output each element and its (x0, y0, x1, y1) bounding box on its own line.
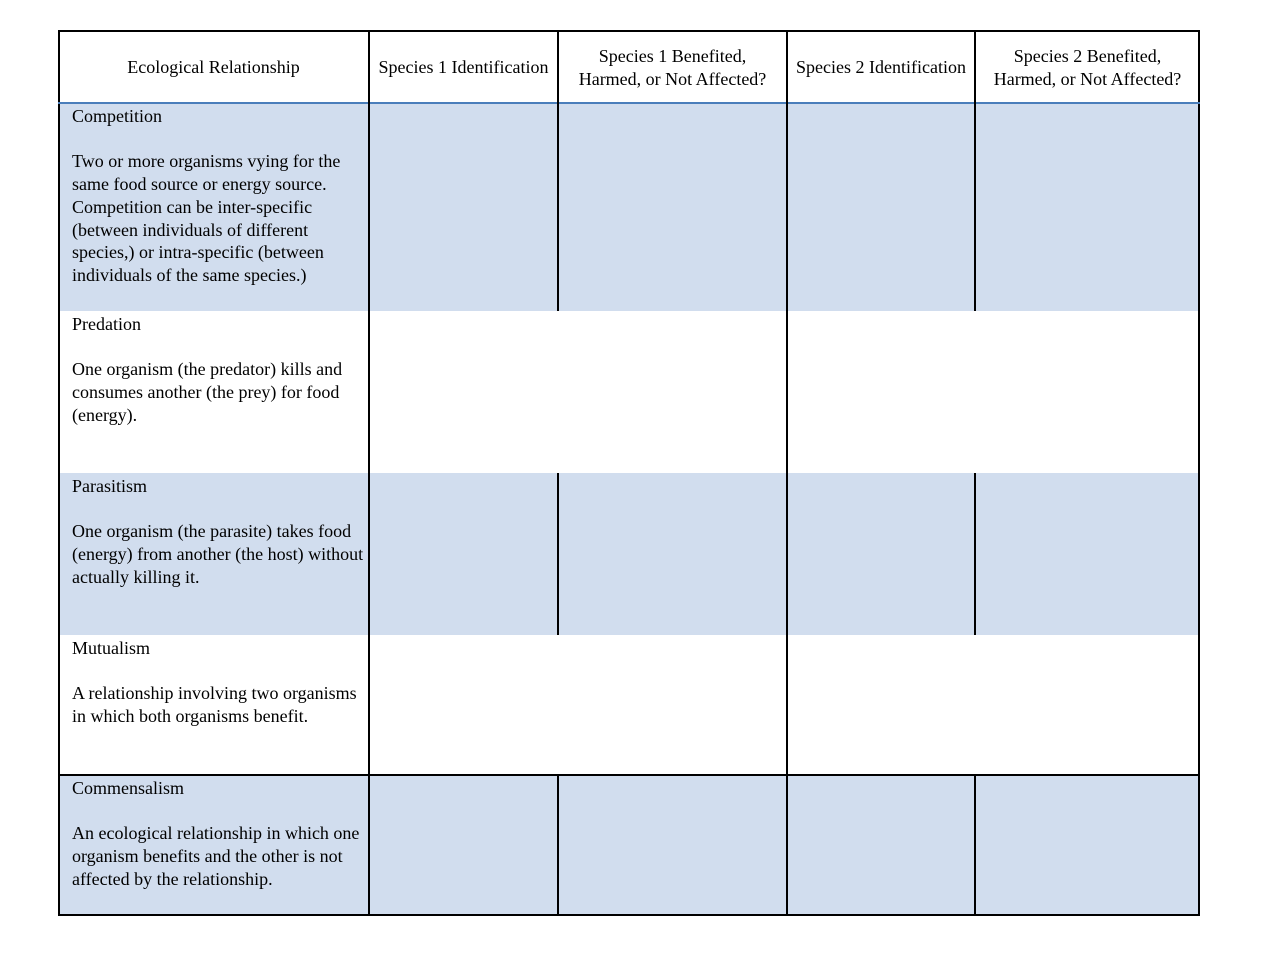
species-2-identification-input[interactable] (787, 635, 975, 775)
relationship-cell-mutualism (58, 635, 369, 775)
species-1-identification-input[interactable] (369, 473, 558, 635)
relationship-definition: An ecological relationship in which one organism benefits and the other is not affected by the relationship. (72, 823, 360, 889)
relationship-name: Predation (72, 314, 141, 334)
relationship-name: Parasitism (72, 476, 147, 496)
relationship-definition: One organism (the parasite) takes food (energy) from another (the host) without actually killing it. (72, 521, 364, 587)
header-species-2-identification: Species 2 Identification (796, 57, 966, 78)
header-species-1-effect: Species 1 Benefited, Harmed, or Not Affected? (578, 45, 767, 89)
species-1-effect-input[interactable] (558, 103, 787, 311)
species-2-effect-input[interactable] (975, 775, 1200, 916)
table-border-left (58, 30, 60, 916)
species-1-identification-input[interactable] (369, 775, 558, 916)
column-divider (974, 775, 976, 916)
species-1-effect-input[interactable] (558, 635, 787, 775)
species-2-identification-input[interactable] (787, 311, 975, 473)
species-1-effect-input[interactable] (558, 473, 787, 635)
table-border-bottom (58, 914, 1200, 916)
relationship-definition: One organism (the predator) kills and consumes another (the prey) for food (energy). (72, 359, 343, 425)
column-divider (557, 775, 559, 916)
relationship-name: Commensalism (72, 778, 184, 798)
species-2-identification-input[interactable] (787, 775, 975, 916)
row-divider-commensalism (58, 774, 1200, 776)
relationship-cell-parasitism (58, 473, 369, 635)
species-1-effect-input[interactable] (558, 311, 787, 473)
column-divider (557, 473, 559, 635)
species-1-identification-input[interactable] (369, 635, 558, 775)
header-species-2-effect: Species 2 Benefited, Harmed, or Not Affected? (993, 45, 1182, 89)
column-divider (786, 30, 788, 916)
column-divider (368, 30, 370, 916)
species-2-effect-input[interactable] (975, 473, 1200, 635)
header-bottom-rule (58, 102, 1200, 104)
ecological-relationships-table (58, 30, 1200, 916)
column-divider (557, 30, 559, 311)
table-border-top (58, 30, 1200, 32)
relationship-name: Competition (72, 106, 162, 126)
header-species-1-identification: Species 1 Identification (378, 57, 549, 78)
species-2-identification-input[interactable] (787, 473, 975, 635)
relationship-definition: A relationship involving two organisms in which both organisms benefit. (72, 683, 357, 727)
species-1-identification-input[interactable] (369, 103, 558, 311)
relationship-cell-competition (58, 103, 369, 311)
species-1-effect-input[interactable] (558, 775, 787, 916)
column-divider (974, 30, 976, 311)
table-border-right (1198, 30, 1200, 916)
relationship-cell-predation (58, 311, 369, 473)
header-ecological-relationship: Ecological Relationship (127, 57, 300, 78)
relationship-cell-commensalism (58, 775, 369, 916)
species-2-effect-input[interactable] (975, 103, 1200, 311)
relationship-definition: Two or more organisms vying for the same food source or energy source. Competition can be inter-specific (between individuals of different species,) or intra-specific (between individuals of the same species.) (72, 151, 341, 285)
species-2-effect-input[interactable] (975, 311, 1200, 473)
relationship-name: Mutualism (72, 638, 151, 658)
species-1-identification-input[interactable] (369, 311, 558, 473)
species-2-identification-input[interactable] (787, 103, 975, 311)
column-divider (974, 473, 976, 635)
species-2-effect-input[interactable] (975, 635, 1200, 775)
